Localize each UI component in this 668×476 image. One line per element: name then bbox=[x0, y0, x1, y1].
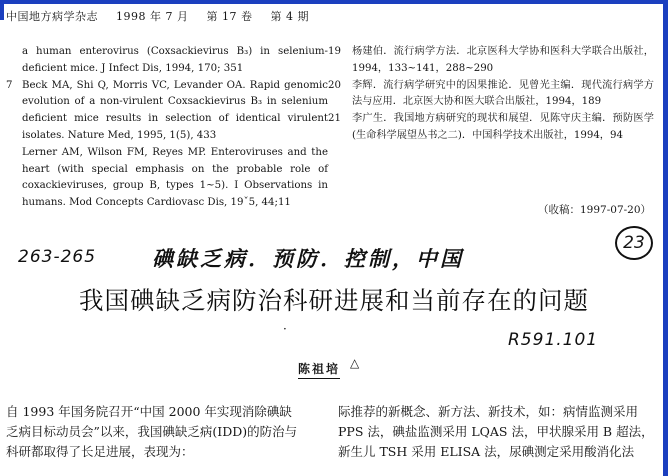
scan-frame-right bbox=[663, 0, 668, 476]
reference-number: 20 bbox=[328, 79, 341, 91]
volume-number: 第 17 卷 bbox=[206, 10, 253, 23]
reference-list-right bbox=[328, 44, 654, 145]
author-triangle-mark: △ bbox=[350, 356, 360, 370]
body-line: 新生儿 TSH 采用 ELISA 法，尿碘测定采用酸消化法 bbox=[338, 444, 635, 459]
handwritten-page-range: 263-265 bbox=[18, 247, 97, 267]
body-line: 自 1993 年国务院召开“中国 2000 年实现消除碘缺 bbox=[6, 404, 292, 419]
reference-text: 杨建伯．流行病学方法．北京医科大学协和医科大学联合出版社，1994，133~141，288~290 bbox=[352, 46, 654, 74]
reference-text: 李广生．我国地方病研究的现状和展望．见陈守庆主编．预防医学(生命科学展望丛书之二)．中国科学技术出版社，1994，94 bbox=[352, 113, 654, 141]
scan-frame-top bbox=[0, 0, 668, 4]
article-title: 我国碘缺乏病防治科研进展和当前存在的问题 bbox=[79, 286, 589, 315]
body-line: 际推荐的新概念、新方法、新技术，如：病情监测采用 bbox=[338, 404, 639, 419]
reference-item bbox=[6, 78, 328, 145]
separator-dot: · bbox=[283, 322, 287, 336]
reference-number: 7 bbox=[6, 79, 13, 91]
reference-item bbox=[6, 44, 328, 78]
journal-name: 中国地方病学杂志 bbox=[6, 10, 98, 23]
issue-date: 1998 年 7 月 bbox=[116, 10, 189, 23]
reference-number: 19 bbox=[328, 46, 341, 57]
body-line: 乏病目标动员会”以来，我国碘缺乏病(IDD)的防治与 bbox=[6, 424, 298, 439]
reference-text: Lerner AM, Wilson FM, Reyes MP. Enteroviruses and the heart (with special emphasis on the probable role of coxackieviruses, group B, types 1~5). I Observations in humans. Mod Concepts Cardiovasc Dis, 19ˇ5, 44;11 bbox=[22, 146, 328, 209]
issue-number: 第 4 期 bbox=[270, 10, 309, 23]
running-header bbox=[6, 8, 323, 24]
reference-item bbox=[6, 145, 328, 212]
reference-item bbox=[328, 111, 654, 145]
body-line: 科研都取得了长足进展，表现为： bbox=[6, 444, 194, 459]
scan-frame-left-mark bbox=[0, 2, 4, 20]
body-line: PPS 法，碘盐监测采用 LQAS 法，甲状腺采用 B 超法， bbox=[338, 424, 654, 439]
handwritten-classification-code: R591.101 bbox=[508, 330, 599, 350]
reference-item bbox=[328, 44, 654, 78]
reference-text: a human enterovirus (Coxsackievirus B₃) in selenium-deficient mice. J Infect Dis, 1994, 170; 351 bbox=[22, 46, 328, 74]
handwritten-circled-number: 23 bbox=[615, 226, 653, 260]
reference-number: 21 bbox=[328, 113, 341, 125]
author-name: 陈祖培 bbox=[298, 360, 340, 379]
received-date: （收稿：1997-07-20） bbox=[538, 204, 652, 216]
body-text-right bbox=[338, 402, 654, 462]
reference-item bbox=[328, 78, 654, 112]
body-text-left bbox=[6, 402, 324, 462]
reference-text: 李辉．流行病学研究中的因果推论．见曾光主编．现代流行病学方法与应用．北京医大协和医大联合出版社，1994，189 bbox=[352, 79, 654, 108]
reference-text: Beck MA, Shi Q, Morris VC, Levander OA. Rapid genomic evolution of a non-virulent Coxsackievirus B₃ in selenium deficient mice results in selection of identical virulent isolates. Nature Med, 1995, 1(5), 433 bbox=[22, 79, 328, 141]
handwritten-keywords: 碘缺乏病．预防．控制，中国 bbox=[152, 247, 464, 271]
reference-list-left bbox=[6, 44, 328, 212]
